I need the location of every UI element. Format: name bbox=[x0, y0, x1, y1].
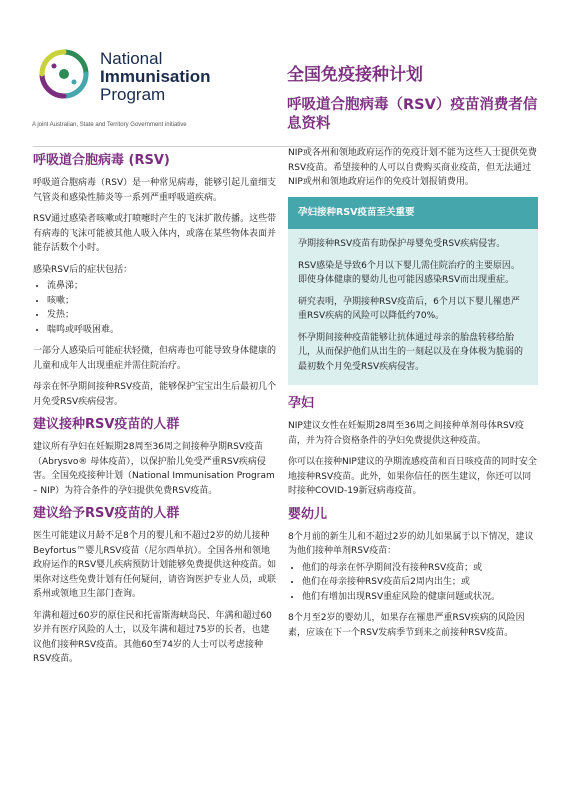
logo-line-3: Program bbox=[100, 85, 166, 104]
logo-line-2: Immunisation bbox=[100, 67, 211, 86]
heading-pregnant-women: 孕妇 bbox=[288, 396, 315, 411]
nip-logo bbox=[28, 40, 268, 130]
paragraph: NIP或各州和领地政府运作的免疫计划不能为这些人士提供免费RSV疫苗。希望接种的人可以自费购买商业疫苗，但无法通过NIP或州和领地政府运作的免疫计划报销费用。 bbox=[288, 148, 537, 187]
heading-infants: 婴幼儿 bbox=[288, 506, 328, 522]
list-item: • 发热； bbox=[47, 308, 278, 323]
paragraph: 医生可能建议月龄不足8个月的婴儿和不超过2岁的幼儿接种Beyfortus™婴儿RSV疫苗（尼尔西单抗）。全国各州和领地政府运作的RSV婴儿疾病预防计划能够免费提供这种疫苗。如果你对这些免费计划有任何疑问，请咨询医护专业人员，或联系州或领地卫生部门查询。 bbox=[33, 531, 277, 599]
paragraph: 一部分人感染后可能症状轻微，但病毒也可能导致身体健康的儿童和成年人出现重症并需住院治疗。 bbox=[33, 346, 277, 371]
page-header bbox=[0, 0, 567, 146]
document-subtitle: 呼吸道合胞病毒（RSV）疫苗消费者信息资料 bbox=[287, 97, 538, 132]
list-item: • 他们的母亲在怀孕期间没有接种RSV疫苗；或 bbox=[302, 561, 538, 576]
right-column bbox=[288, 146, 538, 647]
list-item: • 咳嗽； bbox=[47, 294, 278, 309]
list-item: • 他们在母亲接种RSV疫苗后2周内出生；或 bbox=[302, 575, 538, 590]
paragraph: 呼吸道合胞病毒（RSV）是一种常见病毒，能够引起儿童细支气管炎和感染性肺炎等一系列严重呼吸道疾病。 bbox=[33, 178, 277, 203]
paragraph: RSV通过感染者咳嗽或打喷嚏时产生的飞沫扩散传播。这些带有病毒的飞沫可能被其他人吸入体内，或落在某些物体表面并能存活数个小时。 bbox=[33, 214, 277, 253]
panel-paragraph: RSV感染是导致6个月以下婴儿需住院治疗的主要原因。即使身体健康的婴幼儿也可能因感染RSV而出现重症。 bbox=[298, 260, 520, 285]
paragraph: 你可以在接种NIP建议的孕期流感疫苗和百日咳疫苗的同时安全地接种RSV疫苗。此外，如果你信任的医生建议，你还可以同时接种COVID-19新冠病毒疫苗。 bbox=[288, 457, 537, 496]
logo-line-1: National bbox=[100, 49, 163, 68]
paragraph: 8个月前的新生儿和不超过2岁的幼儿如果属于以下情况，建议为他们接种单剂RSV疫苗： bbox=[288, 531, 534, 556]
infant-criteria-list bbox=[288, 561, 538, 605]
panel-paragraph: 研究表明，孕期接种RSV疫苗后，6个月以下婴儿罹患严重RSV疾病的风险可以降低约70%。 bbox=[298, 296, 520, 321]
logo-wordmark bbox=[100, 50, 211, 104]
heading-rsv: 呼吸道合胞病毒 (RSV) bbox=[33, 153, 170, 168]
left-column bbox=[33, 150, 278, 674]
document-title: 全国免疫接种计划 bbox=[287, 65, 423, 85]
paragraph: 年满和超过60岁的原住民和托雷斯海峡岛民、年满和超过60岁并有医疗风险的人士，以及年满和超过75岁的长者，也建议他们接种RSV疫苗。其他60至74岁的人士可以考虑接种RSV疫苗。 bbox=[33, 610, 272, 664]
panel-paragraph: 孕期接种RSV疫苗有助保护母婴免受RSV疾病侵害。 bbox=[298, 239, 506, 249]
info-panel bbox=[288, 197, 538, 386]
logo-tagline: A joint Australian, State and Territory Government initiative bbox=[32, 122, 187, 128]
list-item: • 他们有增加出现RSV重症风险的健康问题或状况。 bbox=[302, 590, 538, 605]
paragraph: NIP建议女性在妊娠期28周至36周之间接种单剂母体RSV疫苗，并为符合资格条件的孕妇免费提供这种疫苗。 bbox=[288, 421, 524, 446]
paragraph: 母亲在怀孕期间接种RSV疫苗，能够保护宝宝出生后最初几个月免受RSV疾病侵害。 bbox=[33, 382, 277, 407]
panel-title: 孕妇接种RSV疫苗至关重要 bbox=[288, 197, 538, 230]
list-item: • 喘鸣或呼吸困难。 bbox=[47, 323, 278, 338]
heading-recommended-pregnancy: 建议接种RSV疫苗的人群 bbox=[33, 417, 180, 432]
nip-logo-icon bbox=[36, 46, 92, 102]
paragraph: 建议所有孕妇在妊娠期28周至36周之间接种孕期RSV疫苗（Abrysvo® 母体疫苗），以保护胎儿免受严重RSV疾病侵害。全国免疫接种计划（National Immunisation Program – NIP）为符合条件的孕妇提供免费RSV疫苗。 bbox=[33, 442, 275, 496]
symptoms-intro: 感染RSV后的症状包括： bbox=[33, 264, 133, 275]
heading-recommended-infants: 建议给予RSV疫苗的人群 bbox=[33, 506, 180, 521]
list-item: • 流鼻涕； bbox=[47, 279, 278, 294]
paragraph: 8个月至2岁的婴幼儿，如果存在罹患严重RSV疾病的风险因素，应该在下一个RSV发病季节到来之前接种RSV疫苗。 bbox=[288, 613, 525, 638]
symptoms-list bbox=[33, 279, 278, 337]
panel-paragraph: 怀孕期间接种疫苗能够让抗体通过母亲的胎盘转移给胎儿，从而保护他们从出生的一刻起以及在身体极为脆弱的最初数个月免受RSV疾病侵害。 bbox=[298, 332, 524, 372]
